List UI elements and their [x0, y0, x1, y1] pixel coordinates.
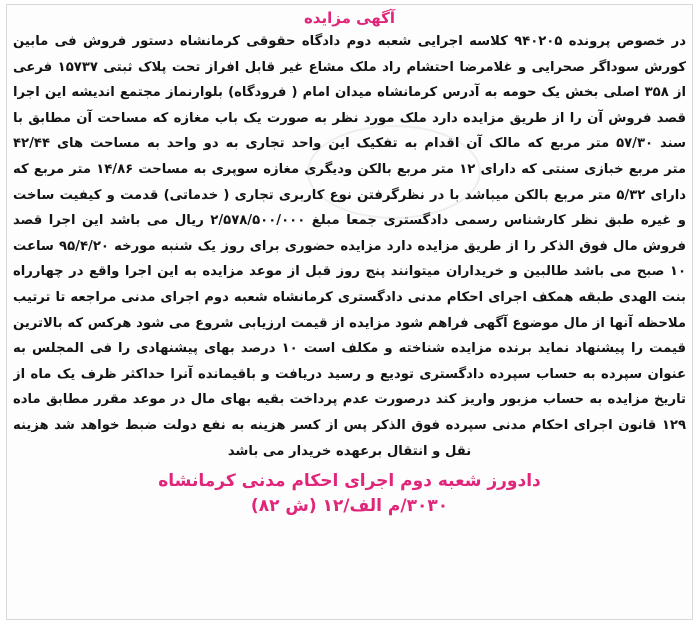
body-line: متر مربع خبازی سنتی که دارای ۱۲ متر مربع بالکن ودیگری مغازه سوپری به مساحت ۱۴/۸۶ متر مربع که — [13, 161, 686, 177]
body-line: قیمت را پیشنهاد نماید برنده مزایده شناخته و مکلف است ۱۰ درصد بهای پیشنهادی را فی المجلس به — [13, 341, 686, 357]
reference-code: ۳۰۳۰/م الف/۱۲ (ش ۸۲) — [250, 496, 449, 517]
body-line: ۱۰ صبح می باشد طالبین و خریداران میتوانند پنج روز قبل از موعد مزایده به این اجرا واقع در چهارراه — [13, 264, 686, 280]
body-line: دارای ۵/۳۲ متر مربع بالکن میباشد با در نظرگرفتن نوع کاربری تجاری ( خدماتی) قدمت و کیفیت ساخت — [13, 187, 686, 203]
body-line: ۱۲۹ قانون اجرای احکام مدنی سپرده فوق الذکر پس از کسر هزینه به نفع دولت ضبط خواهد شد هزینه — [13, 417, 686, 433]
body-line: سند ۵۷/۳۰ متر مربع که مالک آن اقدام به تفکیک این واحد تجاری به دو واحد به مساحت های ۴۲/۴۴ — [13, 136, 686, 152]
body-line: از ۳۵۸ اصلی بخش یک حومه به آدرس کرمانشاه میدان امام ( فرودگاه) بلوارنماز مجتمع اندیشه این اجرا — [13, 85, 686, 101]
body-line: نقل و انتقال برعهده خریدار می باشد — [227, 443, 472, 459]
auction-notice — [6, 4, 693, 620]
body-line: ملاحظه آنها از مال موضوع آگهی فراهم شود مزایده از قیمت ارزیابی شروع می شود هرکس که بالاترین — [13, 315, 686, 331]
body-line: در خصوص پرونده ۹۴۰۲۰۵ کلاسه اجرایی شعبه دوم دادگاه حقوقی کرمانشاه دستور فروش فی مابین — [13, 34, 686, 49]
body-line: بنت الهدی طبقه همکف اجرای احکام مدنی دادگستری کرمانشاه شعبه دوم اجرای مدنی مراجعه تا ترتیب — [13, 289, 686, 305]
body-line: قصد فروش آن را از طریق مزایده دارد ملک مورد نظر به صورت یک باب مغازه که مساحت آن مطابق با — [13, 110, 686, 126]
notice-title: آگهی مزایده — [303, 9, 396, 27]
signature: دادورز شعبه دوم اجرای احکام مدنی کرمانشاه — [158, 471, 541, 492]
body-line: فروش مال فوق الذکر را از طریق مزایده دارد مزایده حضوری برای روز یک شنبه مورخه ۹۵/۴/۲۰ ساعت — [13, 238, 686, 254]
body-line: و غیره طبق نظر کارشناس رسمی دادگستری جمعا مبلغ ۲/۵۷۸/۵۰۰/۰۰۰ ریال می باشد این اجرا قصد — [13, 213, 686, 229]
notice-body — [7, 29, 692, 464]
body-line: تاریخ مزایده به حساب مزبور واریز کند درصورت عدم پرداخت بقیه بهای مال در موعد مقرر مطابق ماده — [13, 392, 686, 408]
body-line: عنوان سپرده به حساب سپرده دادگستری تودیع و رسید دریافت و باقیمانده آنرا حداکثر ظرف یک ماه از — [13, 366, 686, 382]
body-line: کورش سوداگر صحرایی و غلامرضا احتشام راد ملک مشاع غیر قابل افراز تحت پلاک ثبتی ۱۵۷۳۷ فرعی — [13, 59, 686, 75]
